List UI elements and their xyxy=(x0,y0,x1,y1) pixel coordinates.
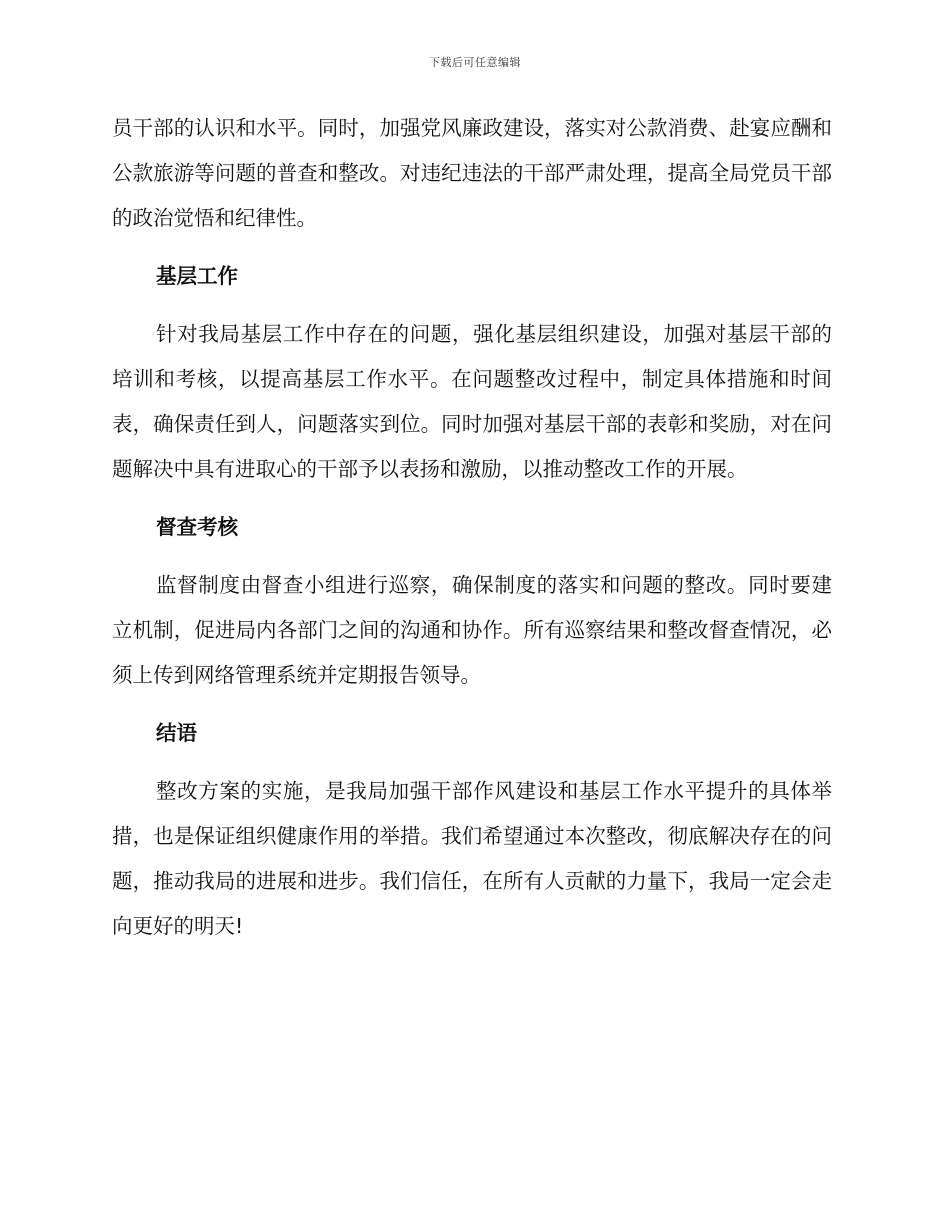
section-heading-grassroots: 基层工作 xyxy=(156,264,238,288)
section-heading-conclusion: 结语 xyxy=(156,721,197,745)
intro-continuation-paragraph: 员干部的认识和水平。同时，加强党风廉政建设，落实对公款消费、赴宴应酬和公款旅游等问题的普查和整改。对违纪违法的干部严肃处理，提高全局党员干部的政治觉悟和纪律性。 xyxy=(112,116,832,230)
page-header: 下载后可任意编辑 xyxy=(429,56,521,69)
supervision-paragraph: 监督制度由督查小组进行巡察，确保制度的落实和问题的整改。同时要建立机制，促进局内各部门之间的沟通和协作。所有巡察结果和整改督查情况，必须上传到网络管理系统并定期报告领导。 xyxy=(112,573,832,687)
document-body xyxy=(112,106,832,949)
section-heading-supervision: 督查考核 xyxy=(156,515,238,539)
conclusion-paragraph: 整改方案的实施，是我局加强干部作风建设和基层工作水平提升的具体举措，也是保证组织健康作用的举措。我们希望通过本次整改，彻底解决存在的问题，推动我局的进展和进步。我们信任，在所有人贡献的力量下，我局一定会走向更好的明天! xyxy=(112,779,832,938)
grassroots-paragraph: 针对我局基层工作中存在的问题，强化基层组织建设，加强对基层干部的培训和考核，以提高基层工作水平。在问题整改过程中，制定具体措施和时间表，确保责任到人，问题落实到位。同时加强对基层干部的表彰和奖励，对在问题解决中具有进取心的干部予以表扬和激励，以推动整改工作的开展。 xyxy=(112,322,832,481)
